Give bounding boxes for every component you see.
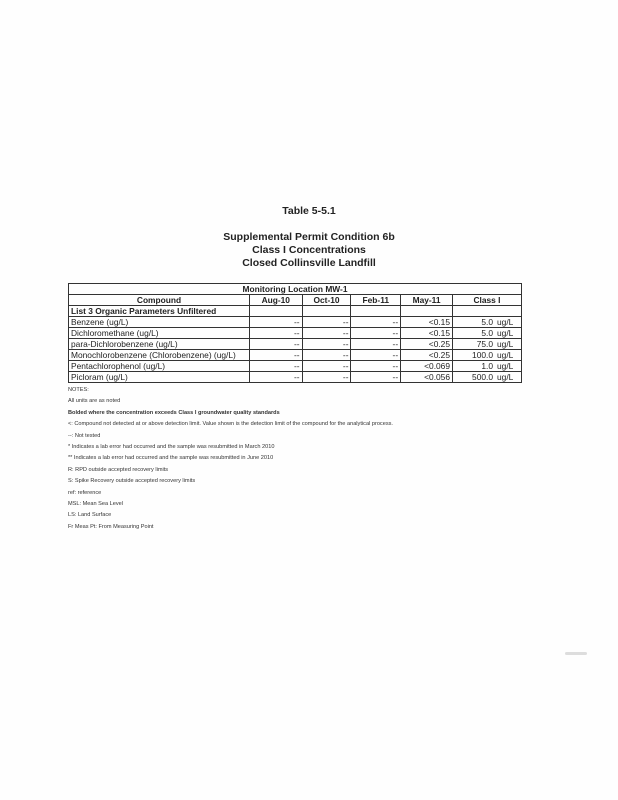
column-header-aug10: Aug-10: [250, 295, 303, 306]
table-title: Table 5-5.1: [282, 205, 336, 217]
cell-class1-value: 1.0: [453, 361, 496, 372]
notes-lines: [68, 396, 538, 533]
cell-class1-unit: ug/L: [495, 361, 522, 372]
subtitle-line-1: Supplemental Permit Condition 6b: [223, 231, 395, 243]
cell-may11: <0.15: [401, 317, 453, 328]
column-header-class1: Class I: [453, 295, 522, 306]
cell-class1-unit: ug/L: [495, 372, 522, 383]
location-header-row: [69, 284, 522, 295]
title-block: [0, 205, 618, 270]
section-cell: [453, 306, 522, 317]
concentration-table: [68, 283, 522, 383]
notes-heading: NOTES:: [68, 387, 89, 393]
cell-class1-value: 5.0: [453, 328, 496, 339]
column-header-compound: Compound: [69, 295, 250, 306]
cell-class1-value: 500.0: [453, 372, 496, 383]
note-line: All units are as noted: [68, 398, 121, 405]
column-header-row: [69, 295, 522, 306]
cell-aug10: --: [250, 350, 303, 361]
cell-compound: Monochlorobenzene (Chlorobenzene) (ug/L): [69, 350, 250, 361]
cell-aug10: --: [250, 372, 303, 383]
note-line: R: RPD outside accepted recovery limits: [68, 466, 169, 473]
cell-oct10: --: [302, 328, 351, 339]
cell-may11: <0.15: [401, 328, 453, 339]
cell-class1-value: 5.0: [453, 317, 496, 328]
cell-class1-unit: ug/L: [495, 350, 522, 361]
cell-compound: Benzene (ug/L): [69, 317, 250, 328]
cell-may11: <0.069: [401, 361, 453, 372]
cell-compound: Pentachlorophenol (ug/L): [69, 361, 250, 372]
column-header-oct10: Oct-10: [302, 295, 351, 306]
note-line: ref: reference: [68, 489, 102, 496]
cell-compound: para-Dichlorobenzene (ug/L): [69, 339, 250, 350]
cell-compound: Picloram (ug/L): [69, 372, 250, 383]
section-cell: [401, 306, 453, 317]
cell-feb11: --: [351, 328, 401, 339]
cell-class1-unit: ug/L: [495, 317, 522, 328]
table-row: [69, 328, 522, 339]
note-line: Bolded where the concentration exceeds Class I groundwater quality standards: [68, 409, 280, 416]
cell-feb11: --: [351, 372, 401, 383]
table-row: [69, 339, 522, 350]
section-cell: [250, 306, 303, 317]
note-line: ** Indicates a lab error had occurred and the sample was resubmitted in June 2010: [68, 455, 274, 462]
cell-feb11: --: [351, 317, 401, 328]
note-line: * Indicates a lab error had occurred and the sample was resubmitted in March 2010: [68, 444, 275, 451]
cell-feb11: --: [351, 361, 401, 372]
cell-class1-unit: ug/L: [495, 328, 522, 339]
cell-oct10: --: [302, 350, 351, 361]
note-line: --: Not tested: [68, 432, 101, 439]
cell-aug10: --: [250, 317, 303, 328]
cell-feb11: --: [351, 339, 401, 350]
note-line: <: Compound not detected at or above detection limit. Value shown is the detection limit of the compound for the analytical process.: [68, 421, 393, 428]
cell-compound: Dichloromethane (ug/L): [69, 328, 250, 339]
cell-class1-value: 75.0: [453, 339, 496, 350]
location-header: Monitoring Location MW-1: [69, 284, 522, 295]
cell-class1-value: 100.0: [453, 350, 496, 361]
subtitle-line-2: Class I Concentrations: [252, 244, 366, 256]
table-row: [69, 350, 522, 361]
section-label: List 3 Organic Parameters Unfiltered: [69, 306, 250, 317]
cell-may11: <0.25: [401, 339, 453, 350]
cell-aug10: --: [250, 328, 303, 339]
cell-oct10: --: [302, 361, 351, 372]
column-header-feb11: Feb-11: [351, 295, 401, 306]
cell-aug10: --: [250, 339, 303, 350]
cell-oct10: --: [302, 372, 351, 383]
note-line: MSL: Mean Sea Level: [68, 501, 124, 508]
cell-may11: <0.056: [401, 372, 453, 383]
note-line: LS: Land Surface: [68, 512, 112, 519]
section-cell: [302, 306, 351, 317]
cell-class1-unit: ug/L: [495, 339, 522, 350]
section-row: [69, 306, 522, 317]
cell-oct10: --: [302, 317, 351, 328]
note-line: S: Spike Recovery outside accepted recovery limits: [68, 478, 196, 485]
table-row: [69, 372, 522, 383]
cell-oct10: --: [302, 339, 351, 350]
table-row: [69, 361, 522, 372]
table-row: [69, 317, 522, 328]
subtitle-line-3: Closed Collinsville Landfill: [242, 257, 376, 269]
cell-feb11: --: [351, 350, 401, 361]
notes-block: [68, 385, 538, 533]
section-cell: [351, 306, 401, 317]
cell-aug10: --: [250, 361, 303, 372]
column-header-may11: May-11: [401, 295, 453, 306]
cell-may11: <0.25: [401, 350, 453, 361]
note-line: Fr Meas Pt: From Measuring Point: [68, 523, 154, 530]
scan-smudge: [565, 652, 587, 655]
